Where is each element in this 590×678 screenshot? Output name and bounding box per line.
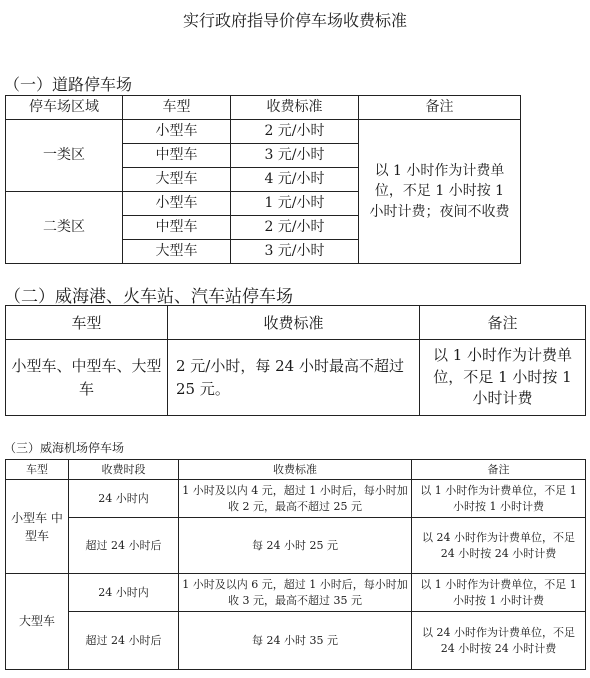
- header-cell: 车型: [6, 306, 168, 340]
- fee-cell: 1 小时及以内 4 元，超过 1 小时后，每小时加收 2 元，最高不超过 25 元: [179, 480, 412, 518]
- header-cell: 停车场区域: [6, 96, 123, 120]
- vehicle-type-cell: 大型车: [123, 168, 231, 192]
- table-row: [6, 518, 586, 574]
- fee-cell: 每 24 小时 25 元: [179, 518, 412, 574]
- fee-cell: 3 元/小时: [231, 144, 359, 168]
- fee-cell: 1 小时及以内 6 元，超过 1 小时后，每小时加收 3 元，最高不超过 35 元: [179, 574, 412, 612]
- table-row: [6, 120, 521, 144]
- fee-cell: 2 元/小时: [231, 120, 359, 144]
- fee-cell: 4 元/小时: [231, 168, 359, 192]
- header-cell: 收费标准: [168, 306, 420, 340]
- period-cell: 超过 24 小时后: [69, 518, 179, 574]
- section-2-heading: （二）威海港、火车站、汽车站停车场: [4, 287, 293, 307]
- section-1-heading: （一）道路停车场: [4, 75, 133, 94]
- header-cell: 收费时段: [69, 460, 179, 480]
- vehicle-type-cell: 小型车 中型车: [6, 480, 69, 574]
- section-3-heading: （三）威海机场停车场: [4, 441, 125, 455]
- table-header-row: [6, 460, 586, 480]
- note-cell: 以 1 小时作为计费单位，不足 1 小时按 1 小时计费: [412, 574, 586, 612]
- page-title: 实行政府指导价停车场收费标准: [182, 11, 407, 30]
- fee-cell: 2 元/小时: [231, 216, 359, 240]
- vehicle-type-cell: 大型车: [123, 240, 231, 264]
- vehicle-type-cell: 小型车: [123, 120, 231, 144]
- fee-cell: 1 元/小时: [231, 192, 359, 216]
- zone-cell: 一类区: [6, 120, 123, 192]
- zone-cell: 二类区: [6, 192, 123, 264]
- fee-cell: 每 24 小时 35 元: [179, 612, 412, 670]
- vehicle-type-cell: 中型车: [123, 144, 231, 168]
- header-cell: 备注: [412, 460, 586, 480]
- header-cell: 车型: [123, 96, 231, 120]
- vehicle-type-cell: 中型车: [123, 216, 231, 240]
- header-cell: 车型: [6, 460, 69, 480]
- note-cell: 以 24 小时作为计费单位，不足 24 小时按 24 小时计费: [412, 518, 586, 574]
- note-cell: 以 24 小时作为计费单位，不足 24 小时按 24 小时计费: [412, 612, 586, 670]
- period-cell: 24 小时内: [69, 574, 179, 612]
- vehicle-type-cell: 小型车: [123, 192, 231, 216]
- transport-hub-parking-table: [5, 305, 586, 416]
- table-header-row: [6, 306, 586, 340]
- header-cell: 收费标准: [179, 460, 412, 480]
- table-row: [6, 340, 586, 416]
- table-header-row: [6, 96, 521, 120]
- fee-cell: 2 元/小时，每 24 小时最高不超过 25 元。: [168, 340, 420, 416]
- table-row: [6, 480, 586, 518]
- period-cell: 超过 24 小时后: [69, 612, 179, 670]
- vehicle-type-cell: 小型车、中型车、大型车: [6, 340, 168, 416]
- fee-cell: 3 元/小时: [231, 240, 359, 264]
- note-cell: 以 1 小时作为计费单位，不足 1 小时按 1 小时计费: [420, 340, 586, 416]
- airport-parking-table: [5, 459, 586, 670]
- header-cell: 备注: [359, 96, 521, 120]
- header-cell: 收费标准: [231, 96, 359, 120]
- table-row: [6, 612, 586, 670]
- period-cell: 24 小时内: [69, 480, 179, 518]
- note-cell: 以 1 小时作为计费单位，不足 1 小时按 1 小时计费: [412, 480, 586, 518]
- table-row: [6, 574, 586, 612]
- note-cell: 以 1 小时作为计费单位，不足 1 小时按 1 小时计费；夜间不收费: [359, 120, 521, 264]
- road-parking-table: [5, 95, 521, 264]
- vehicle-type-cell: 大型车: [6, 574, 69, 670]
- header-cell: 备注: [420, 306, 586, 340]
